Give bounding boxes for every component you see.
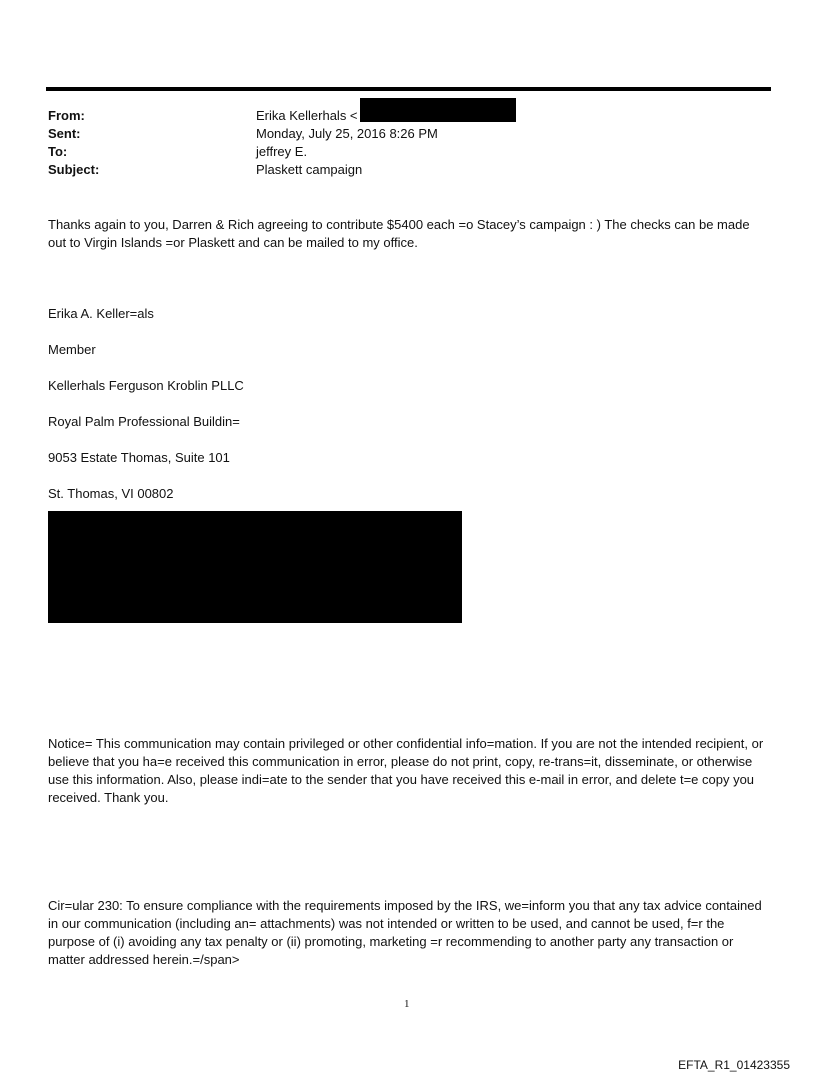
bates-number: EFTA_R1_01423355 [678,1058,790,1072]
from-row [48,107,438,125]
body-paragraph: Thanks again to you, Darren & Rich agreeing to contribute $5400 each =o Stacey’s campaign : ) The checks can be made out to Virgin Islands =or Plaskett and can be mailed to my office. [48,217,750,250]
signature-firm: Kellerhals Ferguson Kroblin PLLC [48,378,244,393]
signature-street: 9053 Estate Thomas, Suite 101 [48,450,230,465]
signature-building: Royal Palm Professional Buildin= [48,414,240,429]
from-name: Erika Kellerhals < [256,108,358,123]
to-value: jeffrey E. [256,144,308,159]
confidentiality-notice: Notice= This communication may contain privileged or other confidential info=mation. If you are not the intended recipient, or believe that you ha=e received this communication in error, please do not print, copy, re-trans=it, disseminate, or otherwise use this information. Also, please indi=ate to the sender that you have received this e-mail in error, and delete t=e copy you received. Thank you. [48,736,764,805]
to-row [48,143,438,161]
email-header [48,107,438,179]
page-number: 1 [404,998,410,1010]
circular-230-notice: Cir=ular 230: To ensure compliance with the requirements imposed by the IRS, we=inform you that any tax advice contained in our communication (including an= attachments) was not intended or written to be used, and cannot be used, f=r the purpose of (i) avoiding any tax penalty or (ii) promoting, marketing =r recommending to another party any transaction or matter addressed herein.=/span> [48,898,762,967]
sent-row [48,125,438,143]
subject-label: Subject: [48,162,100,177]
signature-city: St. Thomas, VI 00802 [48,486,174,501]
signature-title: Member [48,342,96,357]
header-divider [46,87,771,91]
from-label: From: [48,108,85,123]
subject-row [48,161,438,179]
to-label: To: [48,144,68,159]
redacted-contact-block [48,511,462,623]
from-value [256,107,358,125]
signature-name: Erika A. Keller=als [48,306,154,321]
sent-label: Sent: [48,126,81,141]
subject-value: Plaskett campaign [256,162,363,177]
redacted-email [360,98,516,122]
sent-value: Monday, July 25, 2016 8:26 PM [256,126,438,141]
